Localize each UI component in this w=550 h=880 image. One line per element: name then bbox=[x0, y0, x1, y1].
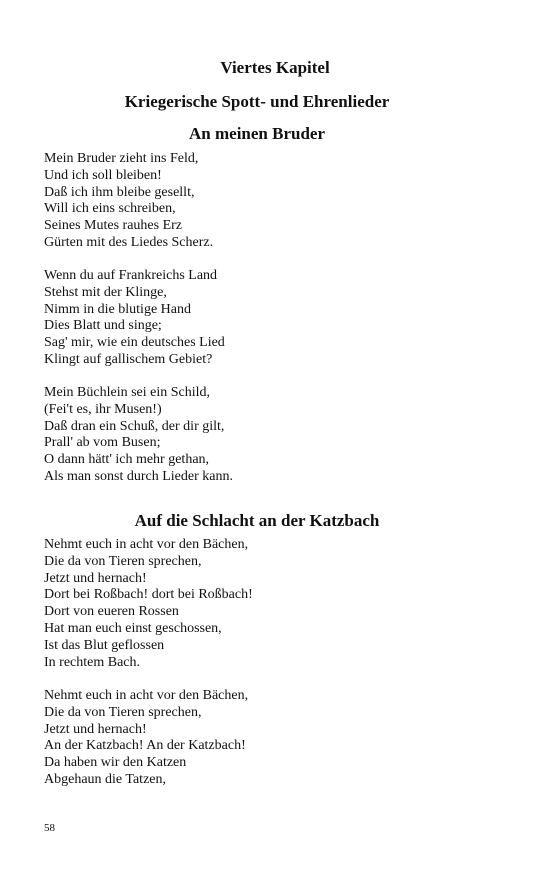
poem-title: Auf die Schlacht an der Katzbach bbox=[134, 511, 380, 530]
poem-line: Daß dran ein Schuß, der dir gilt, bbox=[44, 418, 225, 434]
poem-line: In rechtem Bach. bbox=[44, 654, 141, 670]
poem-line: Die da von Tieren sprechen, bbox=[44, 553, 202, 569]
poem-line: Sag' mir, wie ein deutsches Lied bbox=[44, 335, 225, 351]
poem-line: Da haben wir den Katzen bbox=[44, 755, 187, 771]
poem-line: Will ich eins schreiben, bbox=[44, 201, 176, 217]
poem-line: Ist das Blut geflossen bbox=[44, 637, 165, 653]
poem-stanza bbox=[44, 151, 504, 252]
poem-line: Dort bei Roßbach! dort bei Roßbach! bbox=[44, 587, 253, 603]
poem-stanza bbox=[44, 268, 504, 369]
poem-line: Wenn du auf Frankreichs Land bbox=[44, 268, 218, 283]
poem-line: (Fei't es, ihr Musen!) bbox=[44, 401, 162, 417]
poem-line: Gürten mit des Liedes Scherz. bbox=[44, 234, 214, 250]
poem-line: Prall' ab vom Busen; bbox=[44, 435, 161, 451]
poem-line: Dort von eueren Rossen bbox=[44, 604, 179, 620]
poem-line: Und ich soll bleiben! bbox=[44, 167, 162, 183]
poem-line: Jetzt und hernach! bbox=[44, 721, 147, 737]
poem-stanza bbox=[44, 385, 504, 486]
poem-stanza bbox=[44, 537, 504, 671]
page-number: 58 bbox=[44, 822, 55, 834]
poem-line: Jetzt und hernach! bbox=[44, 570, 147, 586]
poem-line: Als man sonst durch Lieder kann. bbox=[44, 468, 233, 484]
poem-line: Dies Blatt und singe; bbox=[44, 318, 162, 334]
poem-line: Mein Büchlein sei ein Schild, bbox=[44, 385, 211, 400]
chapter-heading: Viertes Kapitel bbox=[220, 58, 330, 77]
poem-line: An der Katzbach! An der Katzbach! bbox=[44, 738, 246, 754]
poem-line: Abgehaun die Tatzen, bbox=[44, 771, 166, 787]
poem-line: Daß ich ihm bleibe gesellt, bbox=[44, 184, 195, 200]
poem-line: Die da von Tieren sprechen, bbox=[44, 704, 202, 720]
poem-line: Hat man euch einst geschossen, bbox=[44, 620, 222, 636]
poem-line: Stehst mit der Klinge, bbox=[44, 284, 167, 300]
poem-line: Mein Bruder zieht ins Feld, bbox=[44, 151, 199, 166]
chapter-subtitle: Kriegerische Spott- und Ehrenlieder bbox=[124, 92, 390, 111]
poem-line: Nehmt euch in acht vor den Bächen, bbox=[44, 537, 249, 552]
poem-line: Nimm in die blutige Hand bbox=[44, 301, 191, 317]
poem-line: Nehmt euch in acht vor den Bächen, bbox=[44, 688, 249, 703]
poem-line: Klingt auf gallischem Gebiet? bbox=[44, 351, 213, 367]
poem-stanza bbox=[44, 688, 504, 789]
poem-line: O dann hätt' ich mehr gethan, bbox=[44, 452, 210, 468]
poem-title: An meinen Bruder bbox=[189, 124, 325, 143]
poem-line: Seines Mutes rauhes Erz bbox=[44, 218, 183, 234]
